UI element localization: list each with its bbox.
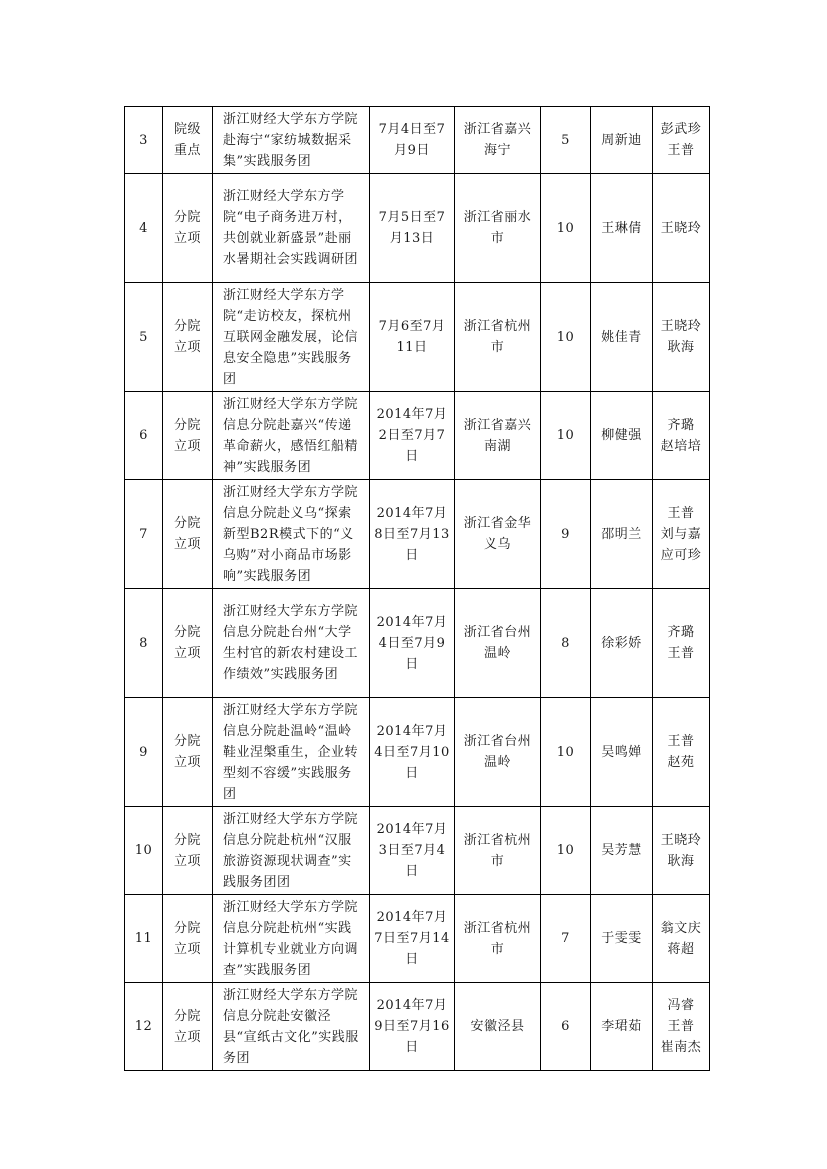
team-leader: 王琳倩 [591, 174, 653, 283]
advisor-list-line: 刘与嘉 [660, 526, 702, 542]
advisor-list-line: 王普 [667, 505, 695, 521]
project-dates: 2014年7月3日至7月4日 [370, 807, 455, 895]
advisor-list [653, 983, 710, 1071]
member-count: 10 [541, 807, 591, 895]
project-level-line: 立项 [173, 231, 201, 246]
project-name: 浙江财经大学东方学院信息分院赴安徽泾县“宣纸古文化”实践服务团 [213, 983, 370, 1071]
project-location: 浙江省台州温岭 [455, 698, 541, 807]
project-name: 浙江财经大学东方学院信息分院赴杭州“实践计算机专业就业方向调查”实践服务团 [213, 895, 370, 983]
project-level [163, 895, 213, 983]
team-leader: 姚佳青 [591, 283, 653, 392]
row-number: 5 [125, 283, 163, 392]
project-name: 浙江财经大学东方学院赴海宁“家纺城数据采集”实践服务团 [213, 107, 370, 174]
advisor-list-line: 齐璐 [667, 625, 695, 640]
member-count: 5 [541, 107, 591, 174]
member-count: 10 [541, 174, 591, 283]
advisor-list [653, 807, 710, 895]
advisor-list [653, 480, 710, 589]
advisor-list-line: 王普 [667, 1019, 695, 1034]
project-name: 浙江财经大学东方学院信息分院赴温岭“温岭鞋业涅槃重生，企业转型刻不容缓”实践服务团 [213, 698, 370, 807]
project-name: 浙江财经大学东方学院信息分院赴义乌“探索新型B2R模式下的“义乌购”对小商品市场影响”实践服务团 [213, 480, 370, 589]
project-level-line: 立项 [173, 941, 201, 957]
project-level-line: 分院 [173, 319, 201, 334]
advisor-list [653, 392, 710, 480]
project-location: 浙江省杭州市 [455, 283, 541, 392]
table-row [125, 983, 710, 1071]
project-location: 浙江省嘉兴海宁 [455, 107, 541, 174]
project-dates: 2014年7月4日至7月10日 [370, 698, 455, 807]
advisor-list-line: 赵培培 [660, 438, 702, 454]
project-level-line: 立项 [173, 438, 201, 454]
project-level-line: 院级 [173, 122, 201, 137]
table-row [125, 895, 710, 983]
advisor-list-line: 王晓玲 [660, 832, 702, 848]
project-level-line: 分院 [173, 625, 201, 640]
table-row [125, 589, 710, 698]
advisor-list-line: 翁文庆 [660, 920, 702, 936]
advisor-list-line: 崔南杰 [660, 1040, 702, 1055]
member-count: 9 [541, 480, 591, 589]
project-location: 浙江省嘉兴南湖 [455, 392, 541, 480]
project-name: 浙江财经大学东方学院“电子商务进万村，共创就业新盛景”赴丽水暑期社会实践调研团 [213, 174, 370, 283]
team-leader: 李珺茹 [591, 983, 653, 1071]
project-level [163, 283, 213, 392]
project-dates: 2014年7月8日至7月13日 [370, 480, 455, 589]
project-level [163, 480, 213, 589]
table-row [125, 174, 710, 283]
project-dates: 7月4日至7月9日 [370, 107, 455, 174]
project-level-line: 立项 [173, 853, 201, 869]
advisor-list-line: 蒋超 [667, 941, 695, 957]
project-table [124, 106, 710, 1071]
table-row [125, 698, 710, 807]
row-number: 4 [125, 174, 163, 283]
project-level [163, 698, 213, 807]
project-level [163, 589, 213, 698]
table-row [125, 807, 710, 895]
team-leader: 徐彩娇 [591, 589, 653, 698]
project-level-line: 分院 [173, 417, 201, 433]
project-name: 浙江财经大学东方学院信息分院赴台州“大学生村官的新农村建设工作绩效”实践服务团 [213, 589, 370, 698]
project-location: 浙江省丽水市 [455, 174, 541, 283]
project-level [163, 174, 213, 283]
advisor-list [653, 283, 710, 392]
project-name: 浙江财经大学东方学院信息分院赴杭州“汉服旅游资源现状调查”实践服务团团 [213, 807, 370, 895]
row-number: 7 [125, 480, 163, 589]
project-level [163, 807, 213, 895]
table-row [125, 107, 710, 174]
advisor-list-line: 王普 [667, 734, 695, 749]
team-leader: 柳健强 [591, 392, 653, 480]
project-dates: 7月6至7月11日 [370, 283, 455, 392]
project-dates: 2014年7月4日至7月9日 [370, 589, 455, 698]
member-count: 8 [541, 589, 591, 698]
member-count: 10 [541, 698, 591, 807]
team-leader: 吴芳慧 [591, 807, 653, 895]
project-level-line: 立项 [173, 1029, 201, 1045]
project-dates: 2014年7月2日至7月7日 [370, 392, 455, 480]
project-location: 浙江省台州温岭 [455, 589, 541, 698]
project-level-line: 分院 [173, 516, 201, 531]
project-level [163, 107, 213, 174]
member-count: 6 [541, 983, 591, 1071]
row-number: 10 [125, 807, 163, 895]
advisor-list [653, 174, 710, 283]
row-number: 8 [125, 589, 163, 698]
project-location: 浙江省杭州市 [455, 895, 541, 983]
project-level-line: 立项 [173, 537, 201, 552]
project-level-line: 重点 [173, 143, 201, 158]
project-name: 浙江财经大学东方学院“走访校友，探杭州互联网金融发展，论信息安全隐患”实践服务团 [213, 283, 370, 392]
advisor-list-line: 彭武珍 [660, 122, 702, 137]
advisor-list-line: 耿海 [667, 340, 695, 355]
project-name: 浙江财经大学东方学院信息分院赴嘉兴“传递革命薪火，感悟红船精神”实践服务团 [213, 392, 370, 480]
advisor-list [653, 589, 710, 698]
team-leader: 吴鸣婵 [591, 698, 653, 807]
advisor-list [653, 698, 710, 807]
table-row [125, 392, 710, 480]
project-level [163, 983, 213, 1071]
team-leader: 于雯雯 [591, 895, 653, 983]
row-number: 12 [125, 983, 163, 1071]
advisor-list-line: 冯睿 [667, 998, 695, 1013]
member-count: 10 [541, 283, 591, 392]
advisor-list-line: 王晓玲 [660, 319, 702, 334]
row-number: 3 [125, 107, 163, 174]
advisor-list-line: 耿海 [667, 853, 695, 869]
project-level-line: 分院 [173, 920, 201, 936]
row-number: 11 [125, 895, 163, 983]
project-location: 浙江省金华义乌 [455, 480, 541, 589]
row-number: 6 [125, 392, 163, 480]
advisor-list-line: 王普 [667, 143, 695, 158]
advisor-list [653, 107, 710, 174]
project-level-line: 立项 [173, 755, 201, 770]
project-level-line: 分院 [173, 210, 201, 225]
table-body [125, 107, 710, 1071]
project-level-line: 分院 [173, 734, 201, 749]
advisor-list-line: 王普 [667, 646, 695, 661]
advisor-list-line: 齐璐 [667, 417, 695, 433]
project-level-line: 分院 [173, 1008, 201, 1024]
project-level-line: 分院 [173, 832, 201, 848]
advisor-list-line: 应可珍 [660, 547, 702, 563]
project-level-line: 立项 [173, 646, 201, 661]
project-location: 安徽泾县 [455, 983, 541, 1071]
table-row [125, 283, 710, 392]
table-row [125, 480, 710, 589]
row-number: 9 [125, 698, 163, 807]
team-leader: 周新迪 [591, 107, 653, 174]
project-dates: 2014年7月7日至7月14日 [370, 895, 455, 983]
project-level [163, 392, 213, 480]
project-dates: 2014年7月9日至7月16日 [370, 983, 455, 1071]
advisor-list-line: 赵苑 [667, 755, 695, 770]
team-leader: 邵明兰 [591, 480, 653, 589]
member-count: 7 [541, 895, 591, 983]
advisor-list [653, 895, 710, 983]
member-count: 10 [541, 392, 591, 480]
project-dates: 7月5日至7月13日 [370, 174, 455, 283]
project-level-line: 立项 [173, 340, 201, 355]
project-location: 浙江省杭州市 [455, 807, 541, 895]
advisor-list-line: 王晓玲 [660, 220, 702, 236]
